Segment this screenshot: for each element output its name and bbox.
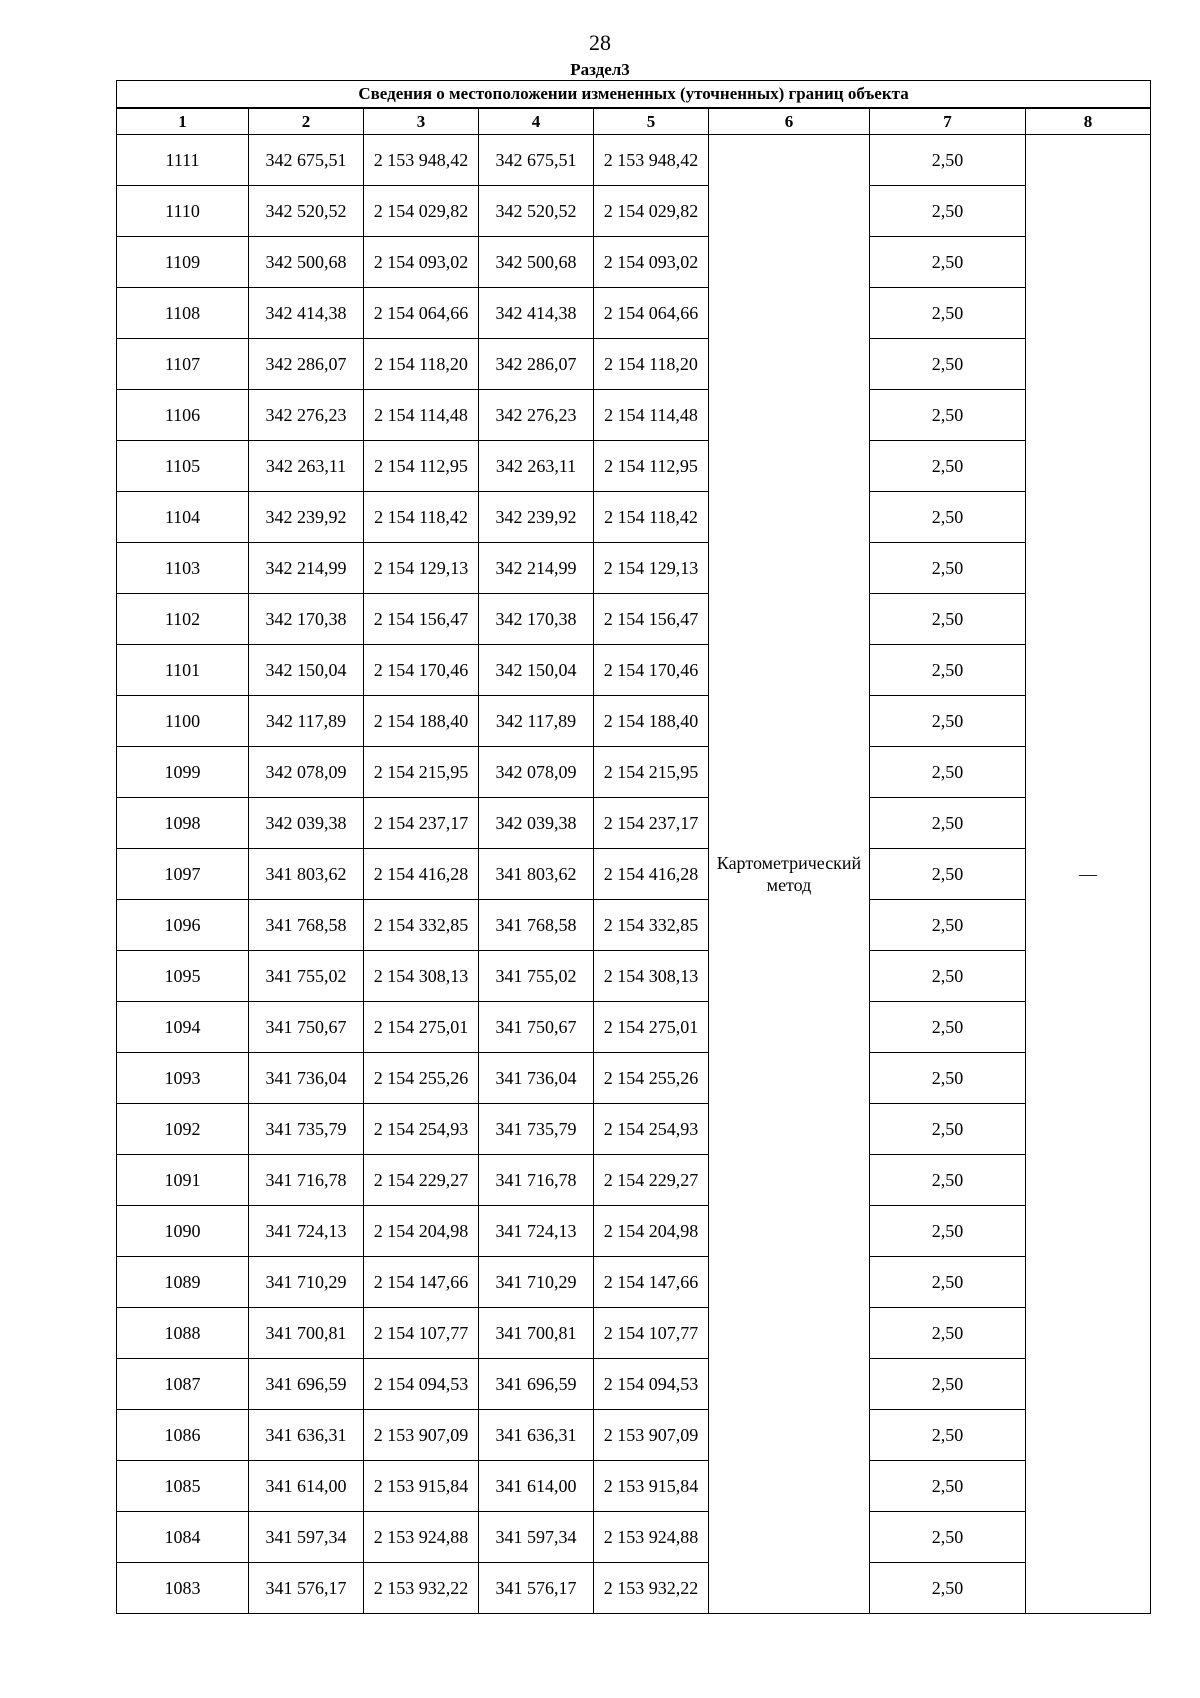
x-coordinate-cell: 341 576,17 [249, 1563, 364, 1614]
precision-cell: 2,50 [870, 543, 1026, 594]
table-row [117, 594, 1151, 645]
column-header: 6 [709, 108, 870, 135]
point-number-cell: 1093 [117, 1053, 249, 1104]
y-new-coordinate-cell: 2 153 932,22 [594, 1563, 709, 1614]
y-new-coordinate-cell: 2 154 118,42 [594, 492, 709, 543]
x-coordinate-cell: 342 150,04 [249, 645, 364, 696]
table-row [117, 1308, 1151, 1359]
x-coordinate-cell: 342 170,38 [249, 594, 364, 645]
point-number-cell: 1109 [117, 237, 249, 288]
table-row [117, 747, 1151, 798]
y-new-coordinate-cell: 2 154 215,95 [594, 747, 709, 798]
x-coordinate-cell: 342 414,38 [249, 288, 364, 339]
y-coordinate-cell: 2 154 229,27 [364, 1155, 479, 1206]
y-new-coordinate-cell: 2 154 029,82 [594, 186, 709, 237]
x-new-coordinate-cell: 341 736,04 [479, 1053, 594, 1104]
point-number-cell: 1102 [117, 594, 249, 645]
point-number-cell: 1110 [117, 186, 249, 237]
precision-cell: 2,50 [870, 1563, 1026, 1614]
point-number-cell: 1085 [117, 1461, 249, 1512]
precision-cell: 2,50 [870, 1461, 1026, 1512]
column-header: 7 [870, 108, 1026, 135]
point-number-cell: 1100 [117, 696, 249, 747]
y-coordinate-cell: 2 153 932,22 [364, 1563, 479, 1614]
y-coordinate-cell: 2 154 114,48 [364, 390, 479, 441]
precision-cell: 2,50 [870, 492, 1026, 543]
table-row [117, 441, 1151, 492]
precision-cell: 2,50 [870, 237, 1026, 288]
point-number-cell: 1095 [117, 951, 249, 1002]
table-row [117, 237, 1151, 288]
y-coordinate-cell: 2 154 275,01 [364, 1002, 479, 1053]
precision-cell: 2,50 [870, 1002, 1026, 1053]
y-coordinate-cell: 2 154 215,95 [364, 747, 479, 798]
y-new-coordinate-cell: 2 154 064,66 [594, 288, 709, 339]
x-coordinate-cell: 341 736,04 [249, 1053, 364, 1104]
precision-cell: 2,50 [870, 1512, 1026, 1563]
table-row [117, 1563, 1151, 1614]
x-coordinate-cell: 342 078,09 [249, 747, 364, 798]
table-row [117, 1002, 1151, 1053]
x-new-coordinate-cell: 342 276,23 [479, 390, 594, 441]
remarks-cell: — [1026, 135, 1151, 1614]
x-new-coordinate-cell: 341 710,29 [479, 1257, 594, 1308]
table-row [117, 1053, 1151, 1104]
y-coordinate-cell: 2 154 255,26 [364, 1053, 479, 1104]
point-number-cell: 1101 [117, 645, 249, 696]
x-coordinate-cell: 341 700,81 [249, 1308, 364, 1359]
x-new-coordinate-cell: 342 078,09 [479, 747, 594, 798]
table-header-row [117, 108, 1151, 135]
table-caption-row [117, 81, 1151, 109]
point-number-cell: 1096 [117, 900, 249, 951]
x-coordinate-cell: 342 286,07 [249, 339, 364, 390]
precision-cell: 2,50 [870, 186, 1026, 237]
y-new-coordinate-cell: 2 154 112,95 [594, 441, 709, 492]
table-row [117, 1359, 1151, 1410]
point-number-cell: 1083 [117, 1563, 249, 1614]
y-coordinate-cell: 2 154 107,77 [364, 1308, 479, 1359]
y-coordinate-cell: 2 154 064,66 [364, 288, 479, 339]
table-row [117, 390, 1151, 441]
table-row [117, 543, 1151, 594]
x-coordinate-cell: 342 263,11 [249, 441, 364, 492]
y-coordinate-cell: 2 154 170,46 [364, 645, 479, 696]
y-new-coordinate-cell: 2 154 204,98 [594, 1206, 709, 1257]
precision-cell: 2,50 [870, 339, 1026, 390]
table-row [117, 288, 1151, 339]
x-new-coordinate-cell: 342 039,38 [479, 798, 594, 849]
x-new-coordinate-cell: 341 636,31 [479, 1410, 594, 1461]
y-new-coordinate-cell: 2 154 147,66 [594, 1257, 709, 1308]
y-new-coordinate-cell: 2 154 129,13 [594, 543, 709, 594]
point-number-cell: 1104 [117, 492, 249, 543]
x-coordinate-cell: 342 675,51 [249, 135, 364, 186]
x-new-coordinate-cell: 341 716,78 [479, 1155, 594, 1206]
y-coordinate-cell: 2 154 094,53 [364, 1359, 479, 1410]
point-number-cell: 1108 [117, 288, 249, 339]
x-new-coordinate-cell: 341 750,67 [479, 1002, 594, 1053]
precision-cell: 2,50 [870, 1257, 1026, 1308]
precision-cell: 2,50 [870, 390, 1026, 441]
x-new-coordinate-cell: 342 263,11 [479, 441, 594, 492]
y-new-coordinate-cell: 2 154 308,13 [594, 951, 709, 1002]
precision-cell: 2,50 [870, 594, 1026, 645]
table-row [117, 900, 1151, 951]
table-row [117, 186, 1151, 237]
y-new-coordinate-cell: 2 153 948,42 [594, 135, 709, 186]
point-number-cell: 1107 [117, 339, 249, 390]
x-coordinate-cell: 342 039,38 [249, 798, 364, 849]
x-coordinate-cell: 342 117,89 [249, 696, 364, 747]
precision-cell: 2,50 [870, 696, 1026, 747]
column-header: 8 [1026, 108, 1151, 135]
point-number-cell: 1092 [117, 1104, 249, 1155]
y-new-coordinate-cell: 2 154 156,47 [594, 594, 709, 645]
table-row [117, 1410, 1151, 1461]
table-row [117, 1512, 1151, 1563]
x-coordinate-cell: 341 614,00 [249, 1461, 364, 1512]
point-number-cell: 1087 [117, 1359, 249, 1410]
y-coordinate-cell: 2 154 147,66 [364, 1257, 479, 1308]
table-row [117, 339, 1151, 390]
x-new-coordinate-cell: 342 150,04 [479, 645, 594, 696]
x-new-coordinate-cell: 341 597,34 [479, 1512, 594, 1563]
y-coordinate-cell: 2 154 332,85 [364, 900, 479, 951]
precision-cell: 2,50 [870, 1104, 1026, 1155]
x-new-coordinate-cell: 342 675,51 [479, 135, 594, 186]
y-new-coordinate-cell: 2 154 114,48 [594, 390, 709, 441]
y-coordinate-cell: 2 153 924,88 [364, 1512, 479, 1563]
y-coordinate-cell: 2 154 112,95 [364, 441, 479, 492]
point-number-cell: 1094 [117, 1002, 249, 1053]
point-number-cell: 1084 [117, 1512, 249, 1563]
x-coordinate-cell: 341 636,31 [249, 1410, 364, 1461]
point-number-cell: 1089 [117, 1257, 249, 1308]
x-new-coordinate-cell: 342 414,38 [479, 288, 594, 339]
precision-cell: 2,50 [870, 288, 1026, 339]
column-header: 1 [117, 108, 249, 135]
x-coordinate-cell: 342 520,52 [249, 186, 364, 237]
table-row [117, 1257, 1151, 1308]
point-number-cell: 1086 [117, 1410, 249, 1461]
section-title: Раздел3 [570, 60, 630, 79]
y-coordinate-cell: 2 154 093,02 [364, 237, 479, 288]
column-header: 5 [594, 108, 709, 135]
x-new-coordinate-cell: 341 700,81 [479, 1308, 594, 1359]
precision-cell: 2,50 [870, 798, 1026, 849]
table-row [117, 135, 1151, 186]
y-coordinate-cell: 2 154 118,20 [364, 339, 479, 390]
y-new-coordinate-cell: 2 154 332,85 [594, 900, 709, 951]
x-coordinate-cell: 341 710,29 [249, 1257, 364, 1308]
x-coordinate-cell: 341 724,13 [249, 1206, 364, 1257]
y-new-coordinate-cell: 2 154 229,27 [594, 1155, 709, 1206]
table-row [117, 492, 1151, 543]
precision-cell: 2,50 [870, 645, 1026, 696]
x-new-coordinate-cell: 341 735,79 [479, 1104, 594, 1155]
table-row [117, 696, 1151, 747]
point-number-cell: 1090 [117, 1206, 249, 1257]
y-coordinate-cell: 2 154 118,42 [364, 492, 479, 543]
point-number-cell: 1091 [117, 1155, 249, 1206]
y-coordinate-cell: 2 154 029,82 [364, 186, 479, 237]
column-header: 4 [479, 108, 594, 135]
y-coordinate-cell: 2 153 948,42 [364, 135, 479, 186]
table-row [117, 849, 1151, 900]
precision-cell: 2,50 [870, 747, 1026, 798]
x-new-coordinate-cell: 341 614,00 [479, 1461, 594, 1512]
point-number-cell: 1098 [117, 798, 249, 849]
point-number-cell: 1111 [117, 135, 249, 186]
table-row [117, 1206, 1151, 1257]
point-number-cell: 1105 [117, 441, 249, 492]
x-new-coordinate-cell: 341 755,02 [479, 951, 594, 1002]
x-new-coordinate-cell: 341 696,59 [479, 1359, 594, 1410]
x-new-coordinate-cell: 342 170,38 [479, 594, 594, 645]
method-cell: Картометрический метод [709, 135, 870, 1614]
x-coordinate-cell: 342 214,99 [249, 543, 364, 594]
y-new-coordinate-cell: 2 154 188,40 [594, 696, 709, 747]
column-header: 3 [364, 108, 479, 135]
y-new-coordinate-cell: 2 154 255,26 [594, 1053, 709, 1104]
y-new-coordinate-cell: 2 154 254,93 [594, 1104, 709, 1155]
y-coordinate-cell: 2 154 188,40 [364, 696, 479, 747]
x-new-coordinate-cell: 341 803,62 [479, 849, 594, 900]
y-new-coordinate-cell: 2 154 118,20 [594, 339, 709, 390]
y-new-coordinate-cell: 2 154 170,46 [594, 645, 709, 696]
y-new-coordinate-cell: 2 154 416,28 [594, 849, 709, 900]
column-header: 2 [249, 108, 364, 135]
y-new-coordinate-cell: 2 153 915,84 [594, 1461, 709, 1512]
precision-cell: 2,50 [870, 951, 1026, 1002]
y-coordinate-cell: 2 154 204,98 [364, 1206, 479, 1257]
y-new-coordinate-cell: 2 153 907,09 [594, 1410, 709, 1461]
table-row [117, 1461, 1151, 1512]
y-coordinate-cell: 2 154 156,47 [364, 594, 479, 645]
x-new-coordinate-cell: 341 576,17 [479, 1563, 594, 1614]
y-new-coordinate-cell: 2 154 093,02 [594, 237, 709, 288]
table-row [117, 645, 1151, 696]
table-row [117, 1104, 1151, 1155]
x-new-coordinate-cell: 341 724,13 [479, 1206, 594, 1257]
x-coordinate-cell: 342 276,23 [249, 390, 364, 441]
precision-cell: 2,50 [870, 849, 1026, 900]
y-coordinate-cell: 2 154 129,13 [364, 543, 479, 594]
precision-cell: 2,50 [870, 1359, 1026, 1410]
x-coordinate-cell: 341 755,02 [249, 951, 364, 1002]
x-new-coordinate-cell: 342 520,52 [479, 186, 594, 237]
precision-cell: 2,50 [870, 1206, 1026, 1257]
point-number-cell: 1106 [117, 390, 249, 441]
precision-cell: 2,50 [870, 135, 1026, 186]
y-new-coordinate-cell: 2 154 107,77 [594, 1308, 709, 1359]
x-coordinate-cell: 342 500,68 [249, 237, 364, 288]
precision-cell: 2,50 [870, 441, 1026, 492]
point-number-cell: 1103 [117, 543, 249, 594]
x-new-coordinate-cell: 342 117,89 [479, 696, 594, 747]
coordinates-table [116, 80, 1151, 1614]
x-new-coordinate-cell: 342 500,68 [479, 237, 594, 288]
y-coordinate-cell: 2 154 416,28 [364, 849, 479, 900]
y-coordinate-cell: 2 153 915,84 [364, 1461, 479, 1512]
x-new-coordinate-cell: 341 768,58 [479, 900, 594, 951]
y-coordinate-cell: 2 153 907,09 [364, 1410, 479, 1461]
x-coordinate-cell: 341 750,67 [249, 1002, 364, 1053]
page-number: 28 [589, 30, 611, 55]
x-coordinate-cell: 341 735,79 [249, 1104, 364, 1155]
point-number-cell: 1097 [117, 849, 249, 900]
x-coordinate-cell: 341 768,58 [249, 900, 364, 951]
y-coordinate-cell: 2 154 308,13 [364, 951, 479, 1002]
x-coordinate-cell: 342 239,92 [249, 492, 364, 543]
x-new-coordinate-cell: 342 239,92 [479, 492, 594, 543]
y-new-coordinate-cell: 2 154 275,01 [594, 1002, 709, 1053]
x-new-coordinate-cell: 342 286,07 [479, 339, 594, 390]
table-row [117, 798, 1151, 849]
precision-cell: 2,50 [870, 900, 1026, 951]
y-coordinate-cell: 2 154 254,93 [364, 1104, 479, 1155]
table-caption: Сведения о местоположении измененных (уточненных) границ объекта [117, 81, 1151, 109]
table-row [117, 1155, 1151, 1206]
y-new-coordinate-cell: 2 154 094,53 [594, 1359, 709, 1410]
x-new-coordinate-cell: 342 214,99 [479, 543, 594, 594]
y-new-coordinate-cell: 2 154 237,17 [594, 798, 709, 849]
table-row [117, 951, 1151, 1002]
point-number-cell: 1088 [117, 1308, 249, 1359]
precision-cell: 2,50 [870, 1308, 1026, 1359]
y-new-coordinate-cell: 2 153 924,88 [594, 1512, 709, 1563]
y-coordinate-cell: 2 154 237,17 [364, 798, 479, 849]
precision-cell: 2,50 [870, 1155, 1026, 1206]
x-coordinate-cell: 341 696,59 [249, 1359, 364, 1410]
x-coordinate-cell: 341 803,62 [249, 849, 364, 900]
precision-cell: 2,50 [870, 1410, 1026, 1461]
point-number-cell: 1099 [117, 747, 249, 798]
x-coordinate-cell: 341 597,34 [249, 1512, 364, 1563]
precision-cell: 2,50 [870, 1053, 1026, 1104]
x-coordinate-cell: 341 716,78 [249, 1155, 364, 1206]
